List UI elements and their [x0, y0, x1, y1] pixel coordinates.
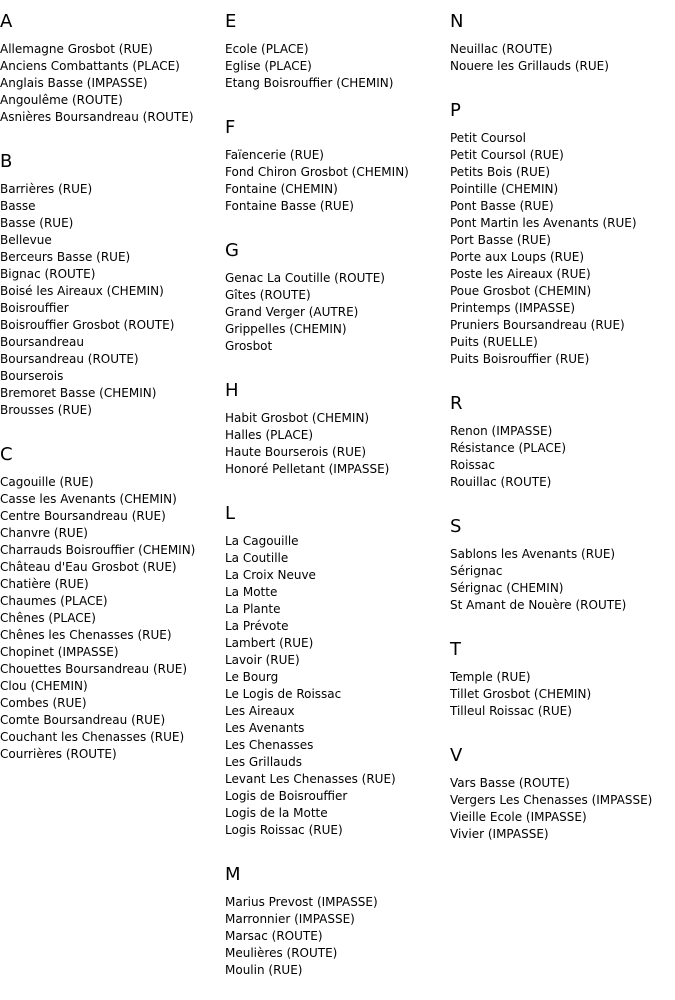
street-name: Asnières Boursandreau (ROUTE): [0, 110, 194, 124]
street-name: Anciens Combattants (PLACE): [0, 59, 180, 73]
street-name: La Prévote: [225, 619, 289, 633]
street-name: Poue Grosbot (CHEMIN): [450, 284, 592, 298]
street-name: Basse: [0, 199, 36, 213]
street-name: Centre Boursandreau (RUE): [0, 509, 166, 523]
street-name: Vars Basse (ROUTE): [450, 776, 570, 790]
letter-section: [225, 369, 450, 492]
street-name: Fond Chiron Grosbot (CHEMIN): [225, 165, 409, 179]
street-name: Les Avenants: [225, 721, 305, 735]
section-letter-heading: E: [225, 11, 237, 32]
street-list: [0, 181, 225, 419]
street-name: Chanvre (RUE): [0, 526, 88, 540]
street-name: Chênes (PLACE): [0, 611, 96, 625]
section-spacer: [225, 355, 450, 369]
street-name: La Croix Neuve: [225, 568, 316, 582]
street-name: Chaumes (PLACE): [0, 594, 108, 608]
street-list: [225, 270, 450, 355]
section-letter-heading: B: [0, 151, 13, 172]
street-name: Eglise (PLACE): [225, 59, 312, 73]
letter-section: [450, 89, 675, 382]
street-name: Pont Basse (RUE): [450, 199, 554, 213]
street-name: Allemagne Grosbot (RUE): [0, 42, 153, 56]
street-name: Cagouille (RUE): [0, 475, 94, 489]
street-name: Poste les Aireaux (RUE): [450, 267, 591, 281]
street-name: Petits Bois (RUE): [450, 165, 551, 179]
street-name: Levant Les Chenasses (RUE): [225, 772, 396, 786]
street-name: Boisrouffier Grosbot (ROUTE): [0, 318, 175, 332]
street-name: Temple (RUE): [450, 670, 531, 684]
street-name: Halles (PLACE): [225, 428, 314, 442]
street-name: Tilleul Roissac (RUE): [450, 704, 572, 718]
street-name: Le Bourg: [225, 670, 279, 684]
section-letter-heading: A: [0, 11, 13, 32]
street-name: Lavoir (RUE): [225, 653, 300, 667]
street-name: Rouillac (ROUTE): [450, 475, 552, 489]
letter-section: [225, 106, 450, 229]
street-name: Bellevue: [0, 233, 52, 247]
street-name: Charrauds Boisrouffier (CHEMIN): [0, 543, 196, 557]
street-name: Grippelles (CHEMIN): [225, 322, 347, 336]
section-spacer: [225, 839, 450, 853]
street-list: [450, 546, 675, 614]
street-name: Sérignac: [450, 564, 503, 578]
section-letter-heading: M: [225, 864, 241, 885]
street-name: Casse les Avenants (CHEMIN): [0, 492, 177, 506]
street-name: Boisrouffier: [0, 301, 69, 315]
street-name: La Motte: [225, 585, 278, 599]
street-name: Combes (RUE): [0, 696, 87, 710]
street-name: La Plante: [225, 602, 281, 616]
street-name: Basse (RUE): [0, 216, 74, 230]
street-name: Haute Bourserois (RUE): [225, 445, 367, 459]
street-name: Anglais Basse (IMPASSE): [0, 76, 148, 90]
street-list: [225, 147, 450, 215]
street-list: [225, 533, 450, 839]
street-name: Chopinet (IMPASSE): [0, 645, 119, 659]
index-column: [225, 0, 450, 979]
street-name: La Cagouille: [225, 534, 299, 548]
letter-section: [0, 0, 225, 140]
letter-section: [225, 229, 450, 369]
street-name: La Coutille: [225, 551, 289, 565]
section-letter-heading: G: [225, 240, 239, 261]
section-spacer: [225, 215, 450, 229]
street-name: Habit Grosbot (CHEMIN): [225, 411, 370, 425]
section-spacer: [450, 491, 675, 505]
street-name: Grosbot: [225, 339, 273, 353]
street-name: Boisé les Aireaux (CHEMIN): [0, 284, 164, 298]
street-name: Lambert (RUE): [225, 636, 314, 650]
street-name: Boursandreau (ROUTE): [0, 352, 139, 366]
street-name: Faïencerie (RUE): [225, 148, 324, 162]
street-name: Marronnier (IMPASSE): [225, 912, 355, 926]
street-name: Marius Prevost (IMPASSE): [225, 895, 378, 909]
street-name: Honoré Pelletant (IMPASSE): [225, 462, 390, 476]
street-name: Bourserois: [0, 369, 64, 383]
letter-section: [450, 382, 675, 505]
street-name: Pont Martin les Avenants (RUE): [450, 216, 637, 230]
section-letter-heading: H: [225, 380, 239, 401]
street-list: [0, 474, 225, 763]
section-spacer: [450, 368, 675, 382]
street-name: Tillet Grosbot (CHEMIN): [450, 687, 592, 701]
street-name: Vieille Ecole (IMPASSE): [450, 810, 587, 824]
street-name: Fontaine (CHEMIN): [225, 182, 338, 196]
street-name: Gîtes (ROUTE): [225, 288, 311, 302]
street-name: Logis Roissac (RUE): [225, 823, 343, 837]
street-name: Neuillac (ROUTE): [450, 42, 553, 56]
section-letter-heading: N: [450, 11, 464, 32]
street-name: Vivier (IMPASSE): [450, 827, 549, 841]
street-name: Printemps (IMPASSE): [450, 301, 576, 315]
street-name: Comte Boursandreau (RUE): [0, 713, 166, 727]
street-name: Etang Boisrouffier (CHEMIN): [225, 76, 394, 90]
index-column: [0, 0, 225, 763]
street-name: Petit Coursol: [450, 131, 526, 145]
street-name: Résistance (PLACE): [450, 441, 566, 455]
section-letter-heading: V: [450, 745, 463, 766]
street-list: [450, 41, 675, 75]
street-name: Roissac: [450, 458, 495, 472]
street-name: Boursandreau: [0, 335, 84, 349]
section-letter-heading: T: [450, 639, 461, 660]
section-spacer: [0, 126, 225, 140]
street-name: Berceurs Basse (RUE): [0, 250, 131, 264]
street-name: Puits (RUELLE): [450, 335, 538, 349]
street-name: Bignac (ROUTE): [0, 267, 96, 281]
street-list: [450, 423, 675, 491]
section-spacer: [0, 419, 225, 433]
section-letter-heading: R: [450, 393, 463, 414]
letter-section: [450, 734, 675, 843]
letter-section: [450, 0, 675, 89]
letter-section: [225, 0, 450, 106]
street-name: Vergers Les Chenasses (IMPASSE): [450, 793, 653, 807]
section-spacer: [225, 92, 450, 106]
street-name: Château d'Eau Grosbot (RUE): [0, 560, 177, 574]
street-list: [225, 41, 450, 92]
street-name: St Amant de Nouère (ROUTE): [450, 598, 627, 612]
street-name: Puits Boisrouffier (RUE): [450, 352, 590, 366]
street-name: Meulières (ROUTE): [225, 946, 338, 960]
letter-section: [0, 433, 225, 763]
street-name: Barrières (RUE): [0, 182, 93, 196]
street-list: [450, 669, 675, 720]
street-name: Grand Verger (AUTRE): [225, 305, 359, 319]
street-name: Logis de la Motte: [225, 806, 328, 820]
street-name: Le Logis de Roissac: [225, 687, 342, 701]
street-name: Angoulême (ROUTE): [0, 93, 123, 107]
section-spacer: [450, 720, 675, 734]
street-name: Genac La Coutille (ROUTE): [225, 271, 385, 285]
street-name: Les Aireaux: [225, 704, 295, 718]
street-list: [225, 894, 450, 979]
street-list: [450, 130, 675, 368]
section-letter-heading: S: [450, 516, 462, 537]
section-spacer: [450, 614, 675, 628]
section-letter-heading: L: [225, 503, 236, 524]
section-spacer: [450, 75, 675, 89]
street-name: Clou (CHEMIN): [0, 679, 88, 693]
street-name: Ecole (PLACE): [225, 42, 309, 56]
street-list: [225, 410, 450, 478]
letter-section: [450, 628, 675, 734]
section-letter-heading: F: [225, 117, 236, 138]
street-name: Logis de Boisrouffier: [225, 789, 348, 803]
street-name: Nouere les Grillauds (RUE): [450, 59, 609, 73]
street-name: Brousses (RUE): [0, 403, 92, 417]
street-name: Courrières (ROUTE): [0, 747, 117, 761]
street-name: Les Chenasses: [225, 738, 314, 752]
street-list: [450, 775, 675, 843]
street-name: Fontaine Basse (RUE): [225, 199, 354, 213]
street-name: Chouettes Boursandreau (RUE): [0, 662, 188, 676]
letter-section: [225, 853, 450, 979]
street-name: Renon (IMPASSE): [450, 424, 553, 438]
street-name: Chênes les Chenasses (RUE): [0, 628, 172, 642]
section-spacer: [225, 478, 450, 492]
street-name: Bremoret Basse (CHEMIN): [0, 386, 157, 400]
street-name: Les Grillauds: [225, 755, 302, 769]
street-name: Sablons les Avenants (RUE): [450, 547, 616, 561]
street-name: Petit Coursol (RUE): [450, 148, 564, 162]
street-name: Porte aux Loups (RUE): [450, 250, 585, 264]
letter-section: [0, 140, 225, 433]
street-name: Marsac (ROUTE): [225, 929, 323, 943]
street-name: Sérignac (CHEMIN): [450, 581, 564, 595]
section-letter-heading: P: [450, 100, 461, 121]
street-name: Moulin (RUE): [225, 963, 303, 977]
section-letter-heading: C: [0, 444, 13, 465]
letter-section: [225, 492, 450, 853]
street-name: Port Basse (RUE): [450, 233, 551, 247]
letter-section: [450, 505, 675, 628]
index-column: [450, 0, 675, 843]
street-list: [0, 41, 225, 126]
street-name: Couchant les Chenasses (RUE): [0, 730, 185, 744]
street-name: Pointille (CHEMIN): [450, 182, 559, 196]
street-name: Chatière (RUE): [0, 577, 89, 591]
street-name: Pruniers Boursandreau (RUE): [450, 318, 625, 332]
